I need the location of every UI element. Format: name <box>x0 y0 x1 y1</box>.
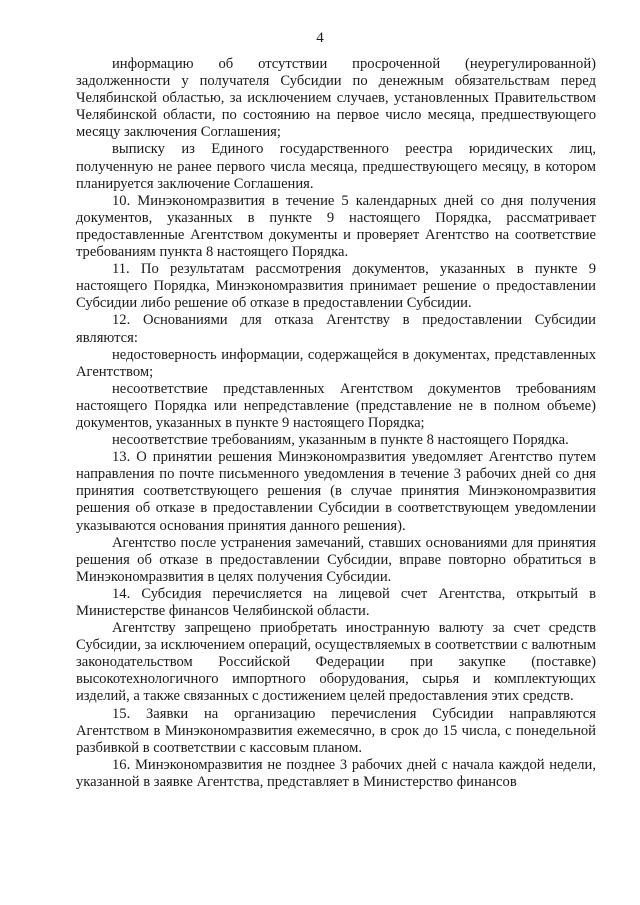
page-number: 4 <box>316 30 324 46</box>
paragraph: несоответствие представленных Агентством документов требованиям настоящего Порядка или непредставление (представление не в полном объеме) документов, указанных в пункте 9 настоящего Порядка; <box>76 380 596 431</box>
paragraph: 12. Основаниями для отказа Агентству в предоставлении Субсидии являются: <box>76 312 596 346</box>
document-body <box>76 56 596 791</box>
paragraph: 16. Минэкономразвития не позднее 3 рабочих дней с начала каждой недели, указанной в заявке Агентства, представляет в Министерство финансов <box>76 756 596 790</box>
paragraph: выписку из Единого государственного реестра юридических лиц, полученную не ранее первого числа месяца, предшествующего месяцу, в котором планируется заключение Соглашения. <box>76 141 596 192</box>
paragraph: недостоверность информации, содержащейся в документах, представленных Агентством; <box>76 346 596 380</box>
paragraph: информацию об отсутствии просроченной (неурегулированной) задолженности у получателя Субсидии по денежным обязательствам перед Челябинской областью, за исключением случаев, установленных Правительством Челябинской области, по состоянию на первое число месяца, предшествующего месяцу заключения Соглашения; <box>76 56 596 141</box>
paragraph: 13. О принятии решения Минэкономразвития уведомляет Агентство путем направления по почте письменного уведомления в течение 3 рабочих дней со дня принятия соответствующего решения (в случае принятия Минэкономразвития решения об отказе в предоставлении Субсидии в соответствующем уведомлении указываются основания принятия данного решения). <box>76 449 596 534</box>
paragraph: Агентству запрещено приобретать иностранную валюту за счет средств Субсидии, за исключением операций, осуществляемых в соответствии с валютным законодательством Российской Федерации при закупке (поставке) высокотехнологичного импортного оборудования, сырья и комплектующих изделий, а также связанных с достижением целей предоставления этих средств. <box>76 620 596 705</box>
paragraph: 14. Субсидия перечисляется на лицевой счет Агентства, открытый в Министерстве финансов Челябинской области. <box>76 585 596 619</box>
paragraph: несоответствие требованиям, указанным в пункте 8 настоящего Порядка. <box>112 432 569 449</box>
paragraph: 11. По результатам рассмотрения документов, указанных в пункте 9 настоящего Порядка, Минэкономразвития принимает решение о предоставлении Субсидии либо решение об отказе в предоставлении Субсидии. <box>76 261 596 312</box>
paragraph: 10. Минэкономразвития в течение 5 календарных дней со дня получения документов, указанных в пункте 9 настоящего Порядка, рассматривает предоставленные Агентством документы и проверяет Агентство на соответствие требованиям пункта 8 настоящего Порядка. <box>76 192 596 261</box>
paragraph: 15. Заявки на организацию перечисления Субсидии направляются Агентством в Минэкономразвития ежемесячно, в срок до 15 числа, с понедельной разбивкой в соответствии с кассовым планом. <box>76 705 596 756</box>
paragraph: Агентство после устранения замечаний, ставших основаниями для принятия решения об отказе в предоставлении Субсидии, вправе повторно обратиться в Минэкономразвития в целях получения Субсидии. <box>76 534 596 585</box>
